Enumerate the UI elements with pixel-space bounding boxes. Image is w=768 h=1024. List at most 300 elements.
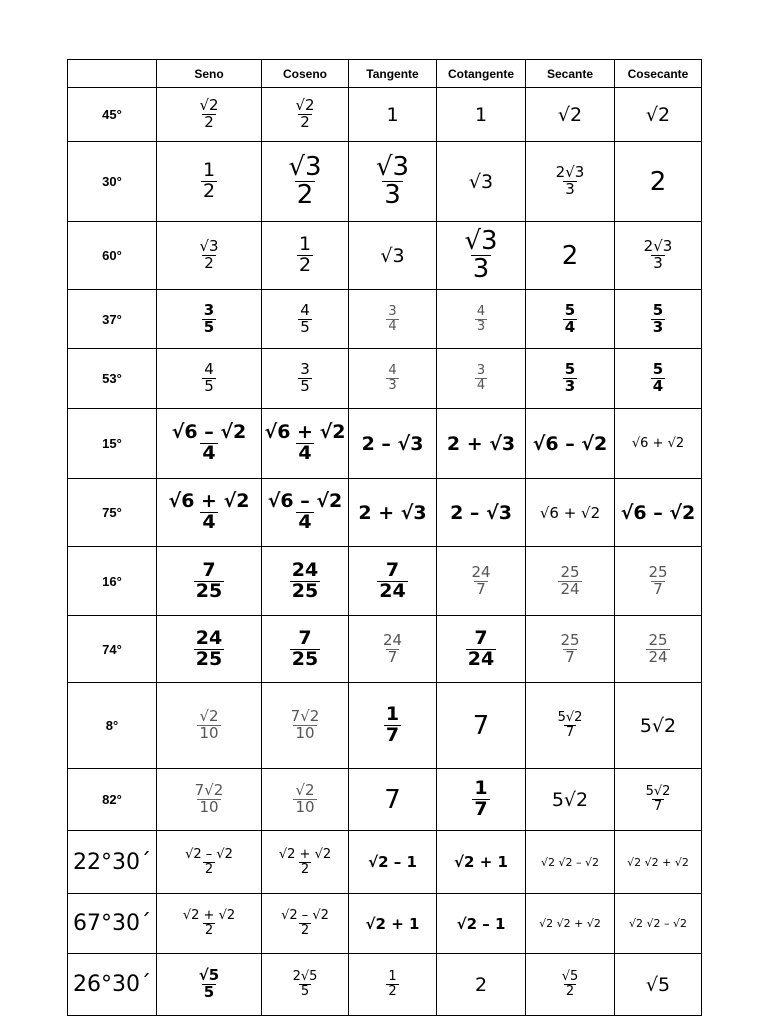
denominator: 24 <box>379 579 406 602</box>
numerator: 25 <box>560 562 580 581</box>
denominator: 25 <box>291 579 319 602</box>
fraction <box>297 235 313 276</box>
cosecante-cell <box>615 409 702 479</box>
table-row <box>68 683 702 769</box>
numerator: 1 <box>298 233 312 256</box>
denominator: 4 <box>388 318 397 334</box>
header-tangente: Tangente <box>349 60 437 88</box>
tangente-cell <box>349 954 437 1016</box>
fraction <box>279 909 331 937</box>
angle-cell: 26°30´ <box>68 954 157 1016</box>
numerator: √5 <box>561 969 579 985</box>
denominator: 2 <box>300 861 310 877</box>
numerator: 24 <box>291 558 319 581</box>
numerator: √2 <box>295 96 315 115</box>
tangente-cell <box>349 290 437 349</box>
fraction <box>386 364 398 392</box>
cotangente-cell <box>437 547 526 616</box>
fraction <box>197 239 220 272</box>
tangente-cell <box>349 683 437 769</box>
value-text: √2 <box>557 103 583 126</box>
value-text: √2 √2 – √2 <box>628 917 687 930</box>
header-corner <box>68 60 157 88</box>
numerator: √3 <box>375 151 410 182</box>
value-text: √2 √2 + √2 <box>627 855 689 869</box>
fraction <box>167 492 252 533</box>
cotangente-cell <box>437 683 526 769</box>
fraction <box>386 305 398 333</box>
value-text: √3 <box>468 170 494 193</box>
denominator: 3 <box>564 377 576 395</box>
fraction <box>558 562 581 598</box>
denominator: 5 <box>203 983 215 1001</box>
seno-cell <box>157 831 262 894</box>
numerator: 2√5 <box>292 969 318 985</box>
secante-cell <box>526 88 615 142</box>
fraction <box>469 562 492 598</box>
secante-cell <box>526 290 615 349</box>
cotangente-cell <box>437 142 526 222</box>
fraction <box>475 364 487 392</box>
table-row <box>68 616 702 683</box>
secante-cell <box>526 683 615 769</box>
value-text: √2 – 1 <box>456 914 506 933</box>
numerator: 7√2 <box>194 781 224 800</box>
fraction <box>194 626 224 670</box>
value-text: 2 + √3 <box>358 501 427 524</box>
cotangente-cell <box>437 479 526 547</box>
fraction <box>266 492 345 533</box>
coseno-cell <box>262 616 349 683</box>
tangente-cell <box>349 142 437 222</box>
denominator: 3 <box>652 317 664 336</box>
value-text: 7 <box>472 710 490 741</box>
fraction <box>290 558 320 602</box>
coseno-cell <box>262 954 349 1016</box>
fraction <box>556 711 585 739</box>
value-text: 2 – √3 <box>361 432 424 455</box>
denominator: 7 <box>565 725 575 740</box>
tangente-cell <box>349 409 437 479</box>
value-text: 2 <box>649 166 667 197</box>
header-coseno: Coseno <box>262 60 349 88</box>
cotangente-cell <box>437 349 526 409</box>
value-text: √2 + 1 <box>365 914 420 933</box>
cotangente-cell <box>437 409 526 479</box>
numerator: √2 + √2 <box>278 846 332 862</box>
coseno-cell <box>262 831 349 894</box>
denominator: 10 <box>295 724 315 742</box>
seno-cell <box>157 547 262 616</box>
cosecante-cell <box>615 616 702 683</box>
secante-cell <box>526 349 615 409</box>
numerator: 5√2 <box>557 710 583 726</box>
angle-cell: 45° <box>68 88 157 142</box>
value-text: √2 – 1 <box>368 853 417 871</box>
numerator: √6 – √2 <box>171 421 247 444</box>
coseno-cell <box>262 349 349 409</box>
fraction <box>381 630 404 666</box>
fraction <box>651 300 665 336</box>
fraction <box>374 151 411 210</box>
value-text: √3 <box>380 244 405 267</box>
value-text: √2 √2 – √2 <box>540 855 599 869</box>
numerator: 1 <box>474 777 488 800</box>
denominator: 2 <box>296 180 314 210</box>
table-row <box>68 142 702 222</box>
cotangente-cell <box>437 894 526 954</box>
seno-cell <box>157 769 262 831</box>
cosecante-cell <box>615 769 702 831</box>
fraction <box>197 98 220 131</box>
denominator: 3 <box>384 180 401 210</box>
numerator: 25 <box>648 562 668 581</box>
numerator: 3 <box>203 300 215 319</box>
denominator: 4 <box>476 378 486 393</box>
cosecante-cell <box>615 479 702 547</box>
fraction <box>651 362 665 395</box>
fraction <box>181 909 237 937</box>
coseno-cell <box>262 88 349 142</box>
fraction <box>197 709 220 742</box>
fraction <box>642 239 675 272</box>
fraction <box>558 630 581 666</box>
numerator: 7 <box>298 626 312 649</box>
numerator: 24 <box>471 562 491 581</box>
denominator: 2 <box>298 254 312 276</box>
value-text: 5√2 <box>639 714 677 737</box>
denominator: 4 <box>564 317 576 336</box>
coseno-cell <box>262 142 349 222</box>
value-text: √2 √2 + √2 <box>539 917 601 930</box>
fraction <box>289 709 322 742</box>
numerator: √3 <box>199 237 219 256</box>
denominator: 7 <box>565 647 575 666</box>
numerator: 24 <box>195 626 223 649</box>
tangente-cell <box>349 88 437 142</box>
fraction <box>170 423 249 464</box>
numerator: 3 <box>300 360 310 379</box>
cosecante-cell <box>615 894 702 954</box>
fraction <box>202 362 216 395</box>
numerator: 2√3 <box>555 163 585 182</box>
denominator: 3 <box>653 254 663 272</box>
value-text: √6 – √2 <box>532 432 608 455</box>
table-row <box>68 88 702 142</box>
numerator: 2√3 <box>643 237 673 256</box>
fraction <box>475 305 487 333</box>
cotangente-cell <box>437 769 526 831</box>
numerator: 1 <box>202 159 216 182</box>
denominator: 10 <box>295 798 315 816</box>
angle-cell: 15° <box>68 409 157 479</box>
coseno-cell <box>262 547 349 616</box>
denominator: 5 <box>204 377 214 395</box>
denominator: 3 <box>388 378 397 393</box>
cosecante-cell <box>615 290 702 349</box>
fraction <box>291 970 320 998</box>
numerator: 5 <box>564 300 576 319</box>
table-row <box>68 954 702 1016</box>
cotangente-cell <box>437 954 526 1016</box>
cosecante-cell <box>615 954 702 1016</box>
fraction <box>646 630 669 666</box>
value-text: √6 + √2 <box>631 436 685 451</box>
fraction <box>201 161 217 202</box>
numerator: √3 <box>288 151 322 182</box>
seno-cell <box>157 616 262 683</box>
coseno-cell <box>262 290 349 349</box>
fraction <box>646 562 669 598</box>
denominator: 2 <box>300 923 310 938</box>
coseno-cell <box>262 222 349 290</box>
denominator: 7 <box>653 579 663 598</box>
tangente-cell <box>349 547 437 616</box>
denominator: 5 <box>203 317 215 336</box>
denominator: 7 <box>385 724 400 746</box>
denominator: 25 <box>195 647 223 670</box>
tangente-cell <box>349 616 437 683</box>
seno-cell <box>157 88 262 142</box>
numerator: √6 + √2 <box>264 421 346 444</box>
secante-cell <box>526 222 615 290</box>
fraction <box>560 970 581 998</box>
table-row <box>68 290 702 349</box>
numerator: 7 <box>385 558 400 581</box>
angle-cell: 67°30´ <box>68 894 157 954</box>
denominator: 24 <box>467 647 495 670</box>
denominator: 5 <box>300 984 310 999</box>
tangente-cell <box>349 831 437 894</box>
denominator: 4 <box>298 442 312 464</box>
seno-cell <box>157 290 262 349</box>
secante-cell <box>526 954 615 1016</box>
angle-cell: 8° <box>68 683 157 769</box>
angle-cell: 82° <box>68 769 157 831</box>
denominator: 2 <box>204 254 214 272</box>
fraction <box>293 783 316 816</box>
tangente-cell <box>349 769 437 831</box>
numerator: √2 <box>199 707 219 726</box>
denominator: 7 <box>387 647 398 666</box>
cosecante-cell <box>615 142 702 222</box>
fraction <box>563 362 577 395</box>
seno-cell <box>157 479 262 547</box>
header-cosecante: Cosecante <box>615 60 702 88</box>
seno-cell <box>157 142 262 222</box>
cotangente-cell <box>437 831 526 894</box>
numerator: √5 <box>198 966 220 985</box>
denominator: 4 <box>202 442 216 464</box>
tangente-cell <box>349 349 437 409</box>
numerator: 24 <box>382 630 403 649</box>
denominator: 10 <box>199 798 219 816</box>
cosecante-cell <box>615 683 702 769</box>
header-seno: Seno <box>157 60 262 88</box>
cosecante-cell <box>615 547 702 616</box>
value-text: √2 <box>645 103 671 126</box>
angle-cell: 74° <box>68 616 157 683</box>
numerator: √6 – √2 <box>267 490 343 513</box>
fraction <box>644 785 673 813</box>
angle-cell: 30° <box>68 142 157 222</box>
seno-cell <box>157 349 262 409</box>
denominator: 24 <box>648 647 668 666</box>
tangente-cell <box>349 894 437 954</box>
seno-cell <box>157 954 262 1016</box>
cotangente-cell <box>437 616 526 683</box>
denominator: 4 <box>202 511 216 533</box>
cotangente-cell <box>437 290 526 349</box>
table-row <box>68 547 702 616</box>
fraction <box>563 300 577 336</box>
numerator: 25 <box>560 630 580 649</box>
value-text: 5√2 <box>551 788 589 811</box>
secante-cell <box>526 142 615 222</box>
numerator: 5 <box>652 360 664 379</box>
numerator: 4 <box>388 363 397 379</box>
denominator: 4 <box>298 511 312 533</box>
denominator: 2 <box>202 180 216 202</box>
denominator: 25 <box>291 647 319 670</box>
angle-cell: 75° <box>68 479 157 547</box>
secante-cell <box>526 769 615 831</box>
denominator: 7 <box>476 579 486 598</box>
table-row <box>68 222 702 290</box>
fraction <box>377 558 407 602</box>
coseno-cell <box>262 409 349 479</box>
secante-cell <box>526 894 615 954</box>
cosecante-cell <box>615 349 702 409</box>
angle-cell: 37° <box>68 290 157 349</box>
seno-cell <box>157 409 262 479</box>
numerator: 3 <box>476 363 486 379</box>
trig-values-table <box>67 59 702 1016</box>
value-text: 1 <box>474 103 488 126</box>
numerator: √6 + √2 <box>168 490 250 513</box>
numerator: √2 <box>199 96 219 115</box>
fraction <box>263 423 348 464</box>
numerator: 25 <box>648 630 668 649</box>
header-row <box>68 60 702 88</box>
table-row <box>68 894 702 954</box>
secante-cell <box>526 831 615 894</box>
denominator: 2 <box>204 923 214 938</box>
seno-cell <box>157 222 262 290</box>
fraction <box>202 300 216 336</box>
denominator: 5 <box>300 377 310 395</box>
numerator: 5 <box>652 300 664 319</box>
numerator: 4 <box>204 360 214 379</box>
denominator: 2 <box>565 984 575 999</box>
denominator: 7 <box>474 798 488 820</box>
numerator: 1 <box>388 969 397 985</box>
cosecante-cell <box>615 88 702 142</box>
numerator: 4 <box>300 300 310 319</box>
numerator: 7√2 <box>290 707 320 726</box>
denominator: 3 <box>472 254 490 284</box>
fraction <box>290 626 320 670</box>
cosecante-cell <box>615 831 702 894</box>
numerator: 4 <box>476 303 486 319</box>
fraction <box>197 968 221 1001</box>
secante-cell <box>526 547 615 616</box>
angle-cell: 22°30´ <box>68 831 157 894</box>
denominator: 2 <box>388 984 397 999</box>
cotangente-cell <box>437 222 526 290</box>
numerator: √2 <box>295 781 315 800</box>
value-text: √6 – √2 <box>620 501 696 524</box>
denominator: 2 <box>204 113 214 131</box>
denominator: 3 <box>476 318 486 334</box>
value-text: 7 <box>384 784 401 815</box>
fraction <box>277 848 333 876</box>
tangente-cell <box>349 222 437 290</box>
numerator: 5 <box>564 360 576 379</box>
numerator: √3 <box>464 225 498 256</box>
cosecante-cell <box>615 222 702 290</box>
denominator: 3 <box>565 180 575 198</box>
fraction <box>293 98 316 131</box>
numerator: 7 <box>202 558 216 581</box>
denominator: 4 <box>652 377 664 395</box>
value-text: 2 – √3 <box>450 501 512 524</box>
secante-cell <box>526 479 615 547</box>
table-row <box>68 831 702 894</box>
angle-cell: 16° <box>68 547 157 616</box>
denominator: 10 <box>199 724 219 742</box>
fraction <box>462 225 499 284</box>
fraction <box>472 779 489 820</box>
numerator: √2 – √2 <box>185 846 233 862</box>
header-cotangente: Cotangente <box>437 60 526 88</box>
table-row <box>68 479 702 547</box>
cotangente-cell <box>437 88 526 142</box>
seno-cell <box>157 683 262 769</box>
denominator: 5 <box>300 317 310 336</box>
denominator: 25 <box>195 579 223 602</box>
numerator: √2 – √2 <box>281 908 329 924</box>
secante-cell <box>526 409 615 479</box>
angle-cell: 60° <box>68 222 157 290</box>
numerator: 5√2 <box>645 784 671 800</box>
value-text: 2 + √3 <box>446 432 516 455</box>
fraction <box>298 362 312 395</box>
fraction <box>286 151 323 210</box>
table-row <box>68 409 702 479</box>
fraction <box>193 783 226 816</box>
value-text: √2 + 1 <box>454 853 508 871</box>
fraction <box>386 970 398 998</box>
numerator: 1 <box>385 703 400 726</box>
table-body <box>68 88 702 1016</box>
numerator: √2 + √2 <box>182 908 236 924</box>
fraction <box>194 558 224 602</box>
value-text: √6 + √2 <box>539 503 601 522</box>
table-row <box>68 349 702 409</box>
coseno-cell <box>262 894 349 954</box>
angle-cell: 53° <box>68 349 157 409</box>
coseno-cell <box>262 683 349 769</box>
coseno-cell <box>262 479 349 547</box>
secante-cell <box>526 616 615 683</box>
fraction <box>466 626 496 670</box>
numerator: 7 <box>474 626 488 649</box>
denominator: 24 <box>560 579 580 598</box>
value-text: 1 <box>386 103 399 126</box>
value-text: 2 <box>561 240 579 271</box>
fraction <box>554 165 587 198</box>
